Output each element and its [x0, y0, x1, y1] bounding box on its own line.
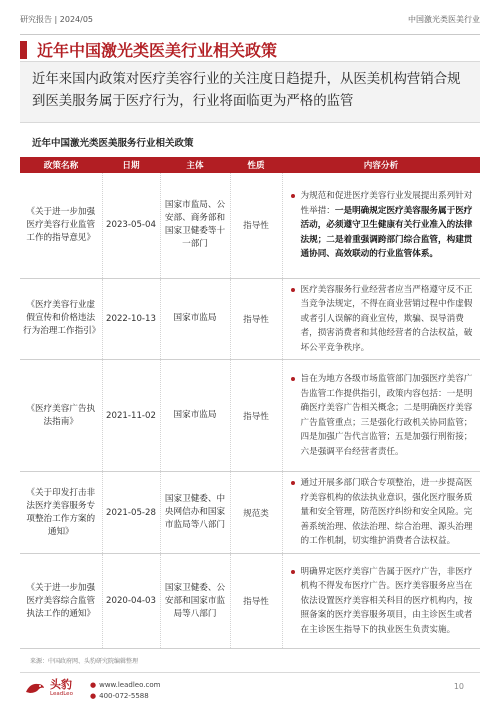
analysis-segment: 通过开展多部门联合专项整治，进一步提高医疗美容机构的依法执业意识，强化医疗服务质量和安全管理，防范医疗纠纷和安全风险。完善系统治理、依法治理、综合治理、源头治理的工作机制，切实维护消费者合法权益。	[300, 478, 473, 547]
analysis-segment: 明确界定医疗美容广告属于医疗广告，非医疗机构不得发布医疗广告。医疗美容服务应当在依法设置医疗美容相关科目的医疗机构内，按照备案的医疗美容服务项目，由主诊医生或者在主诊医生指导下的执业医生负责实施。	[300, 566, 473, 635]
page-number: 10	[453, 682, 464, 691]
table-row	[20, 472, 480, 554]
globe-icon: ●	[90, 681, 97, 689]
analysis-bullet	[291, 189, 475, 262]
analysis-text	[301, 476, 475, 549]
col-header-date: 日期	[102, 157, 160, 173]
policy-body-cell: 国家市监局、公安部、商务部和国家卫健委等十一部门	[160, 173, 230, 278]
policy-nature-cell: 指导性	[230, 278, 282, 360]
analysis-bullet	[291, 372, 475, 459]
leopard-logo-icon	[24, 677, 46, 699]
policy-body-cell: 国家卫健委、中央网信办和国家市监局等八部门	[160, 472, 230, 554]
analysis-bullet	[291, 565, 475, 638]
phone-number: 400-072-5588	[99, 692, 149, 700]
policy-date-cell: 2022-10-13	[102, 278, 160, 360]
page-title-row	[20, 38, 277, 61]
phone-icon: ●	[90, 692, 97, 700]
analysis-emphasis: 一是明确规定医疗美容服务属于医疗活动，必须遵守卫生健康有关行业准入的法律法规；二是着重强调跨部门综合监管，构建贯通协同、高效联动的行业监管体系。	[300, 205, 473, 259]
policy-nature-cell: 指导性	[230, 554, 282, 649]
analysis-segment: 为规范和促进医疗美容行业发展提出系列针对性举措：	[300, 191, 473, 216]
analysis-text	[301, 189, 475, 262]
header-divider	[20, 34, 480, 35]
policy-analysis-cell	[282, 360, 480, 472]
policy-nature-cell: 指导性	[230, 173, 282, 278]
policy-nature-cell: 指导性	[230, 360, 282, 472]
analysis-segment: 医疗美容服务行业经营者应当严格遵守反不正当竞争法规定，不得在商业营销过程中作虚假或者引人误解的商业宣传，欺骗、误导消费者，损害消费者和其他经营者的合法权益，破坏公平竞争秩序。	[300, 284, 473, 353]
source-note: 来源：中国政府网、头豹研究院编辑整理	[30, 658, 139, 665]
table-row	[20, 554, 480, 649]
policy-table	[20, 157, 480, 649]
analysis-text	[301, 283, 475, 356]
policy-nature-cell: 规范类	[230, 472, 282, 554]
policy-body-cell: 国家卫健委、公安部和国家市监局等八部门	[160, 554, 230, 649]
policy-date-cell: 2021-05-28	[102, 472, 160, 554]
report-topic: 中国激光类医美行业	[408, 15, 480, 24]
logo-subtitle: LeadLeo	[50, 691, 73, 697]
analysis-bullet	[291, 476, 475, 549]
bullet-dot-icon	[291, 288, 295, 292]
policy-date-cell: 2020-04-03	[102, 554, 160, 649]
policy-name-cell: 《关于进一步加强医疗美容行业监管工作的指导意见》	[20, 173, 102, 278]
analysis-segment: 旨在为地方各级市场监管部门加强医疗美容广告监管工作提供指引，政策内容包括：一是明确医疗美容广告相关概念；二是明确医疗美容广告监管重点；三是强化行政机关协同监管；四是加强广告代言监管；五是加强行刑衔接；六是强调平台经营者责任。	[300, 374, 473, 457]
policy-body-cell: 国家市监局	[160, 360, 230, 472]
col-header-analysis: 内容分析	[282, 157, 480, 173]
logo	[24, 677, 73, 699]
contact-info	[90, 680, 160, 702]
bullet-dot-icon	[291, 481, 295, 485]
policy-name-cell: 《医疗美容行业虚假宣传和价格违法行为治理工作指引》	[20, 278, 102, 360]
bullet-dot-icon	[291, 570, 295, 574]
policy-date-cell: 2023-05-04	[102, 173, 160, 278]
table-row	[20, 278, 480, 360]
bullet-dot-icon	[291, 194, 295, 198]
report-meta: 研究报告 | 2024/05	[20, 15, 94, 24]
policy-analysis-cell	[282, 554, 480, 649]
policy-name-cell: 《关于印发打击非法医疗美容服务专项整治工作方案的通知》	[20, 472, 102, 554]
policy-name-cell: 《关于进一步加强医疗美容综合监管执法工作的通知》	[20, 554, 102, 649]
col-header-nature: 性质	[230, 157, 282, 173]
website-link[interactable]: www.leadleo.com	[99, 681, 161, 689]
policy-date-cell: 2021-11-02	[102, 360, 160, 472]
bullet-dot-icon	[291, 377, 295, 381]
col-header-body: 主体	[160, 157, 230, 173]
policy-name-cell: 《医疗美容广告执法指南》	[20, 360, 102, 472]
report-header	[20, 14, 480, 28]
policy-analysis-cell	[282, 472, 480, 554]
analysis-text	[301, 372, 475, 459]
policy-body-cell: 国家市监局	[160, 278, 230, 360]
col-header-name: 政策名称	[20, 157, 102, 173]
analysis-bullet	[291, 283, 475, 356]
table-title: 近年中国激光类医美服务行业相关政策	[32, 138, 194, 149]
table-row	[20, 173, 480, 278]
logo-name: 头豹	[50, 678, 72, 691]
summary-box: 近年来国内政策对医疗美容行业的关注度日趋提升，从医美机构营销合规到医美服务属于医疗行为，行业将面临更为严格的监管	[20, 61, 480, 123]
policy-analysis-cell	[282, 173, 480, 278]
footer-divider	[20, 672, 480, 673]
table-row	[20, 360, 480, 472]
analysis-text	[301, 565, 475, 638]
policy-analysis-cell	[282, 278, 480, 360]
table-header-row	[20, 157, 480, 173]
page-title: 近年中国激光类医美行业相关政策	[37, 41, 278, 60]
title-accent-bar	[20, 41, 27, 59]
